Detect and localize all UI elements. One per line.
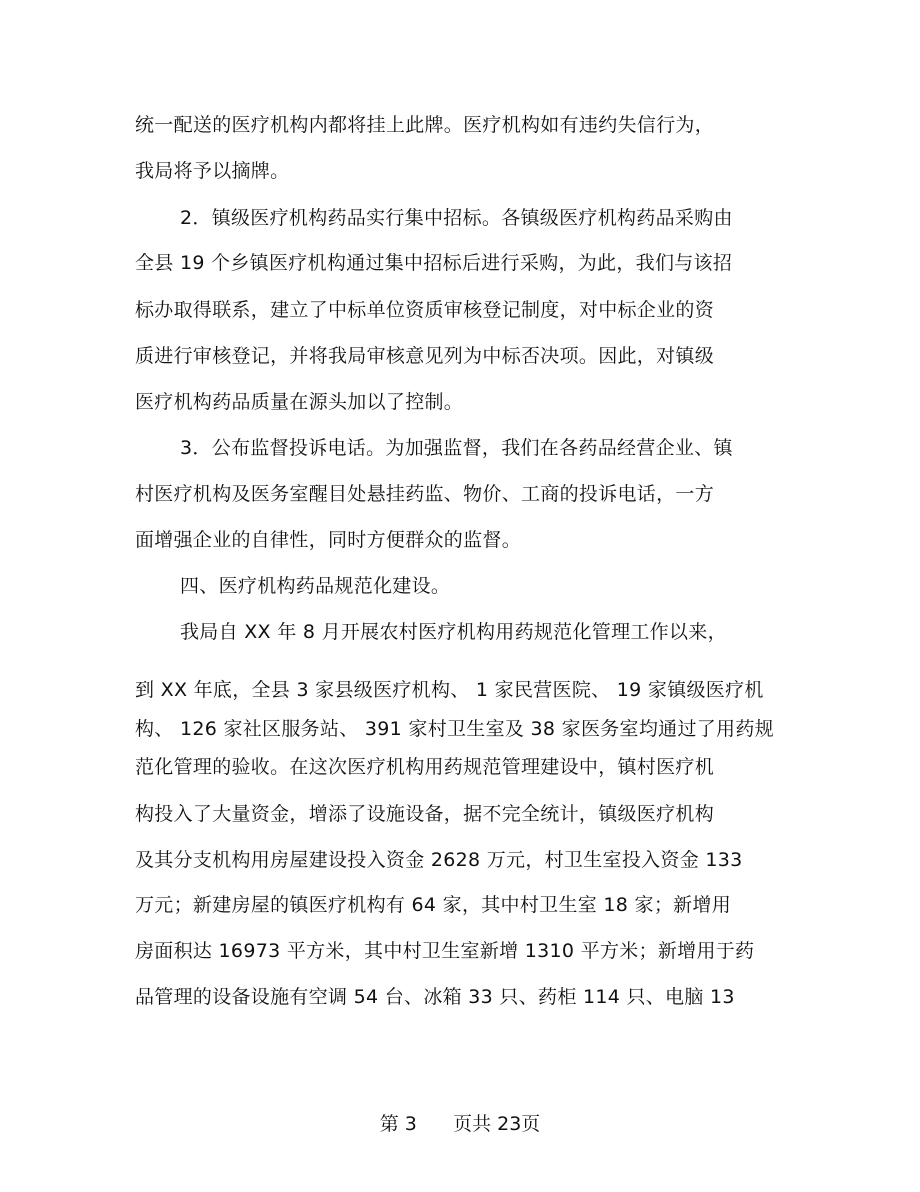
text-line: 2．镇级医疗机构药品实行集中招标。各镇级医疗机构药品采购由 (180, 207, 733, 229)
text-line: 医疗机构药品质量在源头加以了控制。 (135, 391, 464, 413)
text-line: 全县 19 个乡镇医疗机构通过集中招标后进行采购，为此，我们与该招 (135, 252, 733, 274)
text-line: 村医疗机构及医务室醒目处悬挂药监、物价、工商的投诉电话，一方 (135, 483, 715, 505)
text-line: 房面积达 16973 平方米，其中村卫生室新增 1310 平方米；新增用于药 (135, 940, 755, 962)
page-number-footer: 第 3 页共 23页 (379, 1113, 541, 1135)
text-line: 3．公布监督投诉电话。为加强监督，我们在各药品经营企业、镇 (180, 437, 733, 459)
text-line: 标办取得联系，建立了中标单位资质审核登记制度，对中标企业的资 (135, 299, 715, 321)
section-heading: 四、医疗机构药品规范化建设。 (180, 575, 451, 597)
text-line: 我局将予以摘牌。 (135, 160, 290, 182)
text-line: 及其分支机构用房屋建设投入资金 2628 万元，村卫生室投入资金 133 (135, 849, 743, 871)
text-line: 品管理的设备设施有空调 54 台、冰箱 33 只、药柜 114 只、电脑 13 (135, 986, 735, 1008)
text-line: 万元；新建房屋的镇医疗机构有 64 家，其中村卫生室 18 家；新增用 (135, 894, 732, 916)
text-line: 统一配送的医疗机构内都将挂上此牌。医疗机构如有违约失信行为， (135, 114, 715, 136)
text-line: 到 XX 年底，全县 3 家县级医疗机构、 1 家民营医院、 19 家镇级医疗机 (135, 679, 764, 701)
text-line: 构、 126 家社区服务站、 391 家村卫生室及 38 家医务室均通过了用药规 (135, 718, 774, 740)
text-line: 构投入了大量资金，增添了设施设备，据不完全统计，镇级医疗机构 (135, 803, 715, 825)
text-line: 范化管理的验收。在这次医疗机构用药规范管理建设中，镇村医疗机 (135, 756, 715, 778)
text-line: 我局自 XX 年 8 月开展农村医疗机构用药规范化管理工作以来， (180, 621, 727, 643)
text-line: 质进行审核登记，并将我局审核意见列为中标否决项。因此，对镇级 (135, 345, 715, 367)
text-line: 面增强企业的自律性，同时方便群众的监督。 (135, 529, 522, 551)
